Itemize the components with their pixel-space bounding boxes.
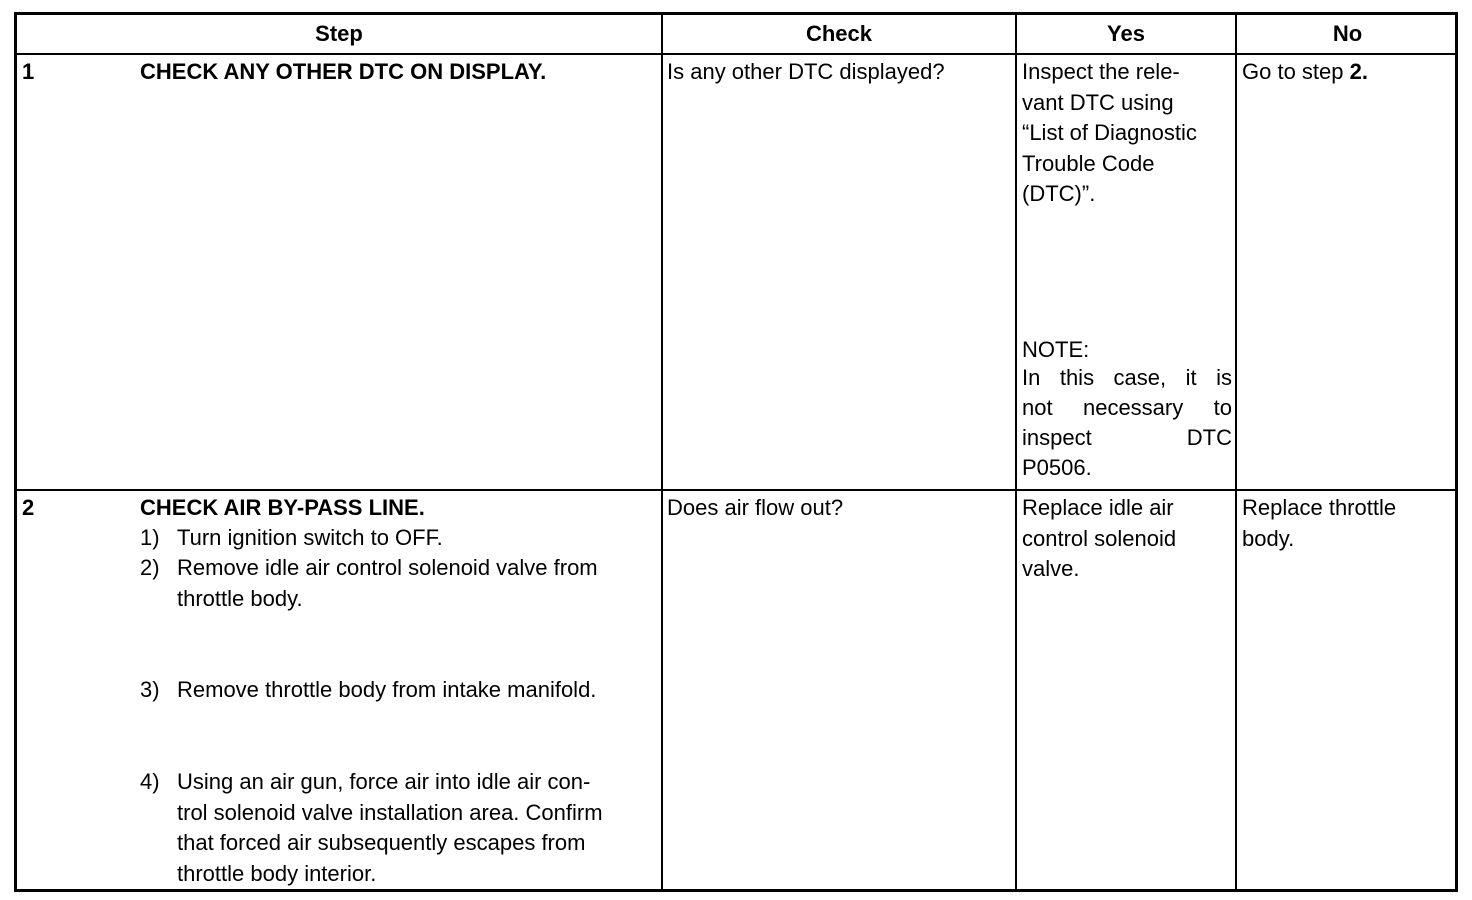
header-divider [17,53,1455,55]
diagnostic-table [14,12,1458,892]
no-text-1 [1242,57,1368,88]
header-check: Check [805,21,873,46]
step-title-1: CHECK ANY OTHER DTC ON DISPLAY. [140,59,547,84]
column-divider [661,15,663,889]
yes-text-1 [1022,57,1232,210]
substep-text [177,675,653,706]
row-divider [17,489,1455,491]
no-step-ref: 2. [1349,59,1368,84]
check-text-1: Is any other DTC displayed? [667,59,945,84]
check-text-2: Does air flow out? [667,495,844,520]
substep-number: 4) [140,769,160,794]
note-label: NOTE: [1022,337,1090,362]
column-divider [1235,15,1237,889]
column-divider [1015,15,1017,889]
text-line: (DTC)”. [1022,181,1096,206]
text-line: vant DTC using [1022,89,1174,115]
step-number-2: 2 [22,495,35,520]
text-line: trol solenoid valve installation area. Confirm [177,799,603,825]
text-line: control solenoid [1022,525,1177,551]
header-yes: Yes [1107,21,1145,46]
text-line: “List of Diagnostic [1022,120,1197,145]
yes-note-1 [1022,337,1232,483]
substep-text [177,553,653,614]
step-number-1: 1 [22,59,35,84]
text-line: body. [1242,525,1295,551]
text-line: Trouble Code [1022,150,1155,176]
step-title-2: CHECK AIR BY-PASS LINE. [140,495,425,520]
no-text-2 [1242,493,1457,554]
note-line: In this case, it is [1022,365,1232,390]
text-line: valve. [1022,556,1080,581]
text-line: Replace throttle [1242,495,1397,520]
substep-number: 3) [140,677,160,702]
substep-number: 1) [140,525,160,550]
text-line: Remove throttle body from intake manifold. [177,677,597,702]
note-line: P0506. [1022,455,1092,480]
note-line: inspect DTC [1022,425,1232,450]
text-line: that forced air subsequently escapes from [177,830,586,855]
text-line: Replace idle air [1022,495,1174,520]
no-prefix: Go to step [1242,59,1350,84]
text-line: Inspect the rele- [1022,59,1180,84]
header-no: No [1332,21,1363,46]
text-line: throttle body interior. [177,860,377,886]
note-line: not necessary to [1022,395,1232,420]
text-line: Remove idle air control solenoid valve from [177,555,598,580]
substep-text [177,767,653,889]
text-line: throttle body. [177,585,303,611]
header-step: Step [315,21,363,46]
substep-number: 2) [140,555,160,580]
text-line: Using an air gun, force air into idle air con- [177,769,591,794]
substep-text [177,523,653,554]
text-line: Turn ignition switch to OFF. [177,525,443,550]
yes-text-2 [1022,493,1232,585]
